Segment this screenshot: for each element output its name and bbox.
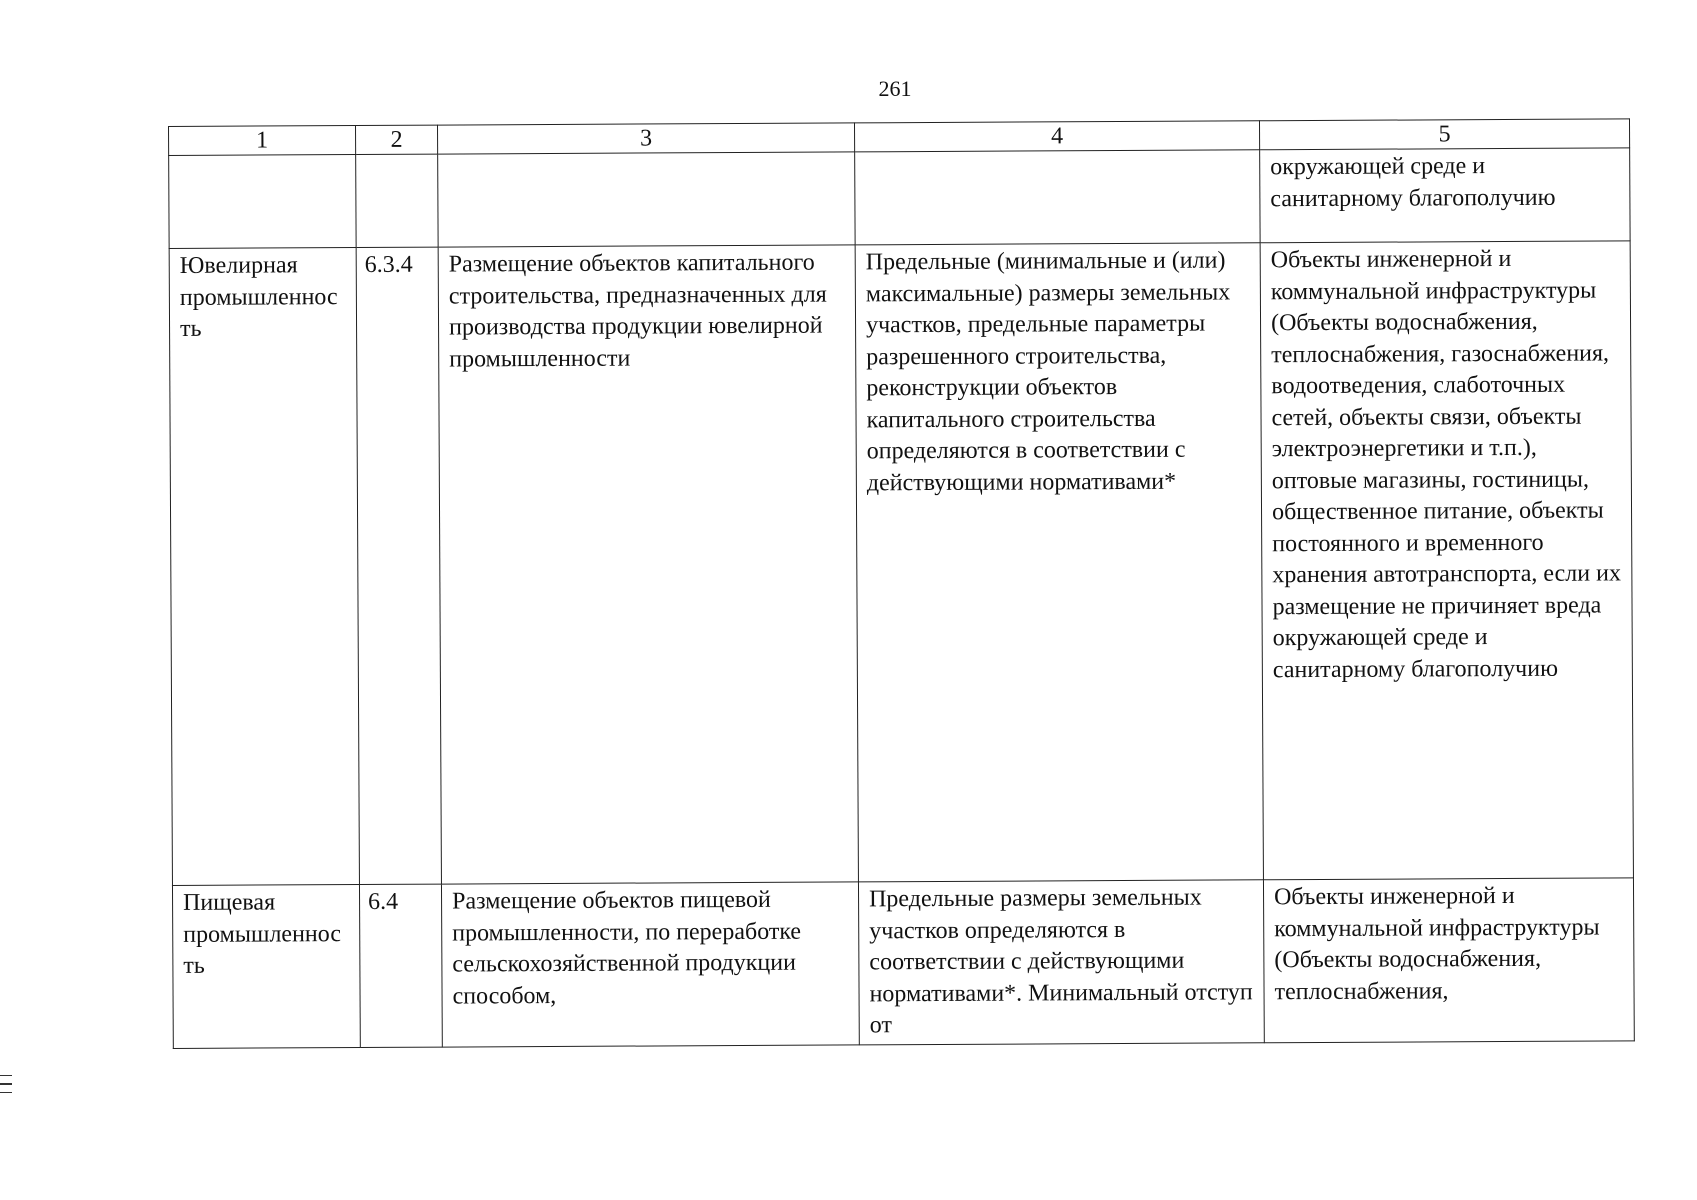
cell-parameters (855, 150, 1260, 245)
cell-name (169, 155, 356, 249)
column-header-5: 5 (1259, 119, 1629, 150)
cell-description: Размещение объектов капитального строительства, предназначенных для производства продукции ювелирной промышленности (438, 245, 858, 884)
page-number: 261 (878, 76, 912, 101)
table-row (169, 148, 1630, 249)
cell-description: Размещение объектов пищевой промышленности, по переработке сельскохозяйственной продукции способом, (441, 882, 859, 1047)
cell-code: 6.4 (359, 884, 442, 1047)
cell-auxiliary: Объекты инженерной и коммунальной инфраструктуры (Объекты водоснабжения, теплоснабжения, газоснабжения, водоотведения, слаботочных сетей, объекты связи, объекты электроэнергетики и т.п.), оптовые магазины, гостиницы, общественное питание, объекты постоянного и временного хранения автотранспорта, если их размещение не причиняет вреда окружающей среде и санитарному благополучию (1260, 241, 1633, 880)
cell-name: Пищевая промышленнос ть (172, 885, 360, 1048)
cell-auxiliary: Объекты инженерной и коммунальной инфраструктуры (Объекты водоснабжения, теплоснабжения, (1263, 878, 1634, 1042)
table-row (172, 878, 1634, 1048)
cell-code (356, 154, 438, 247)
land-use-table (168, 118, 1635, 1048)
column-header-3: 3 (437, 123, 854, 154)
margin-scan-mark (0, 1075, 12, 1103)
cell-name: Ювелирная промышленнос ть (169, 248, 359, 886)
cell-auxiliary: окружающей среде и санитарному благополучию (1260, 148, 1630, 243)
column-header-1: 1 (169, 126, 356, 156)
column-header-4: 4 (854, 121, 1259, 152)
cell-parameters: Предельные размеры земельных участков определяются в соответствии с действующими нормативами*. Минимальный отступ от (858, 880, 1264, 1045)
cell-code: 6.3.4 (356, 247, 441, 884)
column-header-2: 2 (356, 125, 438, 154)
cell-parameters: Предельные (минимальные и (или) максимальные) размеры земельных участков, предельные параметры разрешенного строительства, реконструкции объектов капитального строительства определяются в соответствии с действующими нормативами* (855, 243, 1263, 882)
cell-description (438, 152, 855, 247)
table-row (169, 241, 1633, 886)
